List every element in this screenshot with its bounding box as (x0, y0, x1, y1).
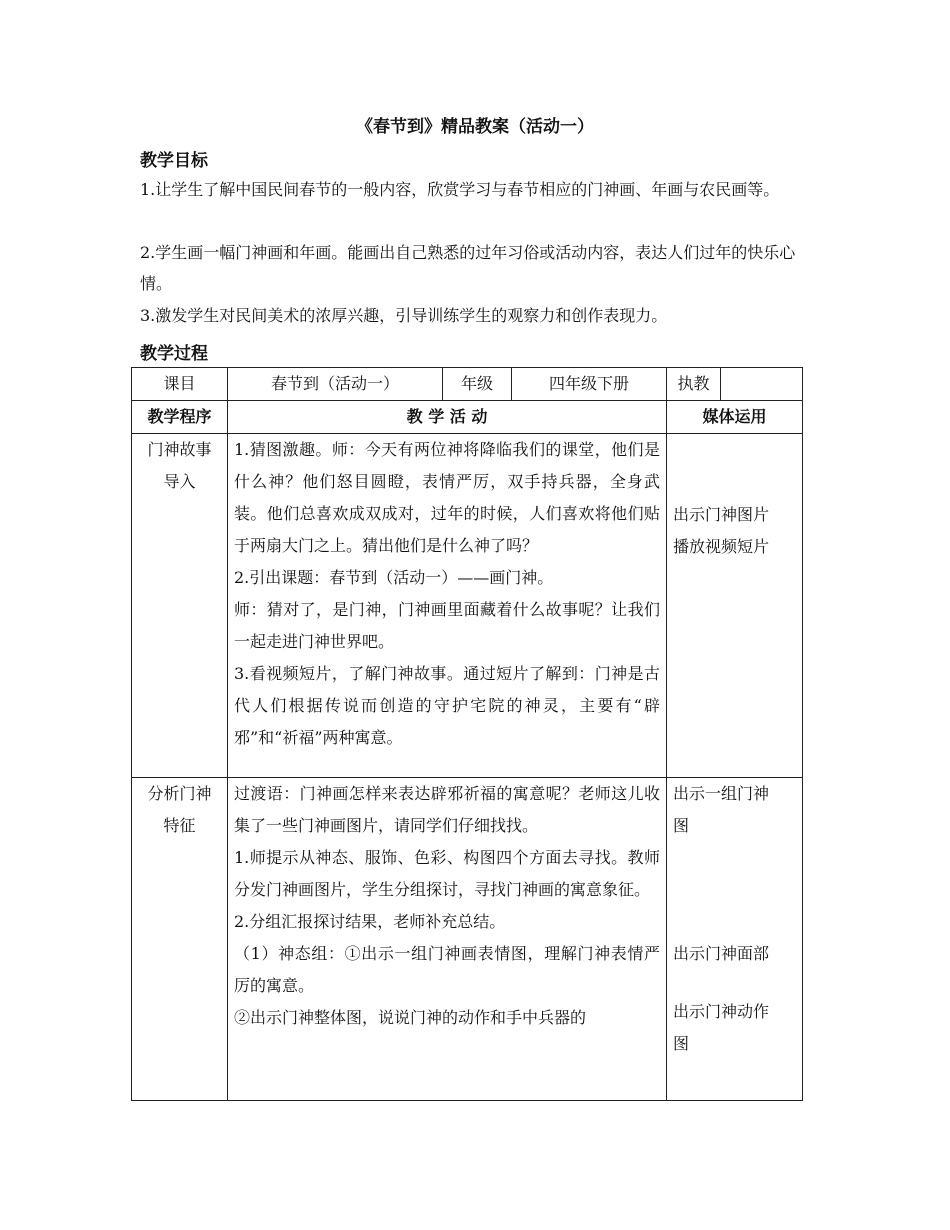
media-line: 出示门神图片 (673, 505, 770, 524)
document-title: 《春节到》精品教案（活动一） (356, 117, 594, 137)
section-media (667, 778, 803, 1101)
media-line: 图 (673, 816, 690, 835)
activity-paragraph: 3.看视频短片，了解门神故事。通过短片了解到：门神是古代人们根据传说而创造的守护宅院的神灵，主要有“辟邪”和“祈福”两种寓意。 (234, 664, 660, 747)
procedure-line: 特征 (163, 816, 196, 835)
media-header: 媒体运用 (667, 401, 803, 434)
objectives-heading: 教学目标 (140, 151, 208, 171)
teacher-value (721, 368, 803, 401)
process-heading: 教学过程 (140, 344, 208, 364)
procedure-line: 门神故事 (147, 440, 212, 459)
teacher-label: 执教 (667, 368, 721, 401)
media-line: 出示门神面部 (673, 944, 770, 963)
media-line: 出示门神动作 (673, 1002, 770, 1021)
info-row (132, 368, 803, 401)
activity-paragraph: 1.师提示从神态、服饰、色彩、构图四个方面去寻找。教师分发门神画图片，学生分组探讨，寻找门神画的寓意象征。 (234, 848, 660, 899)
section-activities (228, 434, 667, 778)
header-row (132, 401, 803, 434)
activity-paragraph: 2.分组汇报探讨结果，老师补充总结。 (234, 912, 506, 931)
section-activities (228, 778, 667, 1101)
activity-paragraph: 师：猜对了，是门神，门神画里面藏着什么故事呢？让我们一起走进门神世界吧。 (234, 600, 660, 651)
activity-paragraph: ②出示门神整体图，说说门神的动作和手中兵器的 (234, 1008, 587, 1027)
activity-paragraph: （1）神态组：①出示一组门神画表情图，理解门神表情严厉的寓意。 (234, 944, 660, 995)
section-media (667, 434, 803, 778)
section-row (132, 434, 803, 778)
procedure-header: 教学程序 (132, 401, 228, 434)
objective-item-2: 2.学生画一幅门神画和年画。能画出自己熟悉的过年习俗或活动内容，表达人们过年的快乐心情。 (140, 243, 796, 293)
procedure-line: 分析门神 (147, 784, 212, 803)
section-procedure (132, 778, 228, 1101)
grade-value: 四年级下册 (512, 368, 667, 401)
section-row (132, 778, 803, 1101)
procedure-line: 导入 (163, 472, 196, 491)
activity-paragraph: 1.猜图激趣。师：今天有两位神将降临我们的课堂，他们是什么神？他们怒目圆瞪，表情严厉，双手持兵器，全身武装。他们总喜欢成双成对，过年的时候，人们喜欢将他们贴于两扇大门之上。猜出他们是什么神了吗？ (234, 440, 660, 555)
media-line: 图 (673, 1034, 690, 1053)
media-line: 播放视频短片 (673, 537, 770, 556)
objective-item-1: 1.让学生了解中国民间春节的一般内容，欣赏学习与春节相应的门神画、年画与农民画等。 (140, 180, 780, 199)
course-value: 春节到（活动一） (228, 368, 443, 401)
activity-paragraph: 过渡语：门神画怎样来表达辟邪祈福的寓意呢？老师这儿收集了一些门神画图片，请同学们仔细找找。 (234, 784, 660, 835)
course-label: 课目 (132, 368, 228, 401)
section-procedure (132, 434, 228, 778)
media-line: 出示一组门神 (673, 784, 770, 803)
activity-paragraph: 2.引出课题：春节到（活动一）——画门神。 (234, 568, 554, 587)
activity-header: 教 学 活 动 (228, 401, 667, 434)
lesson-plan-table (131, 367, 803, 1101)
grade-label: 年级 (443, 368, 512, 401)
objective-item-3: 3.激发学生对民间美术的浓厚兴趣，引导训练学生的观察力和创作表现力。 (140, 306, 668, 325)
